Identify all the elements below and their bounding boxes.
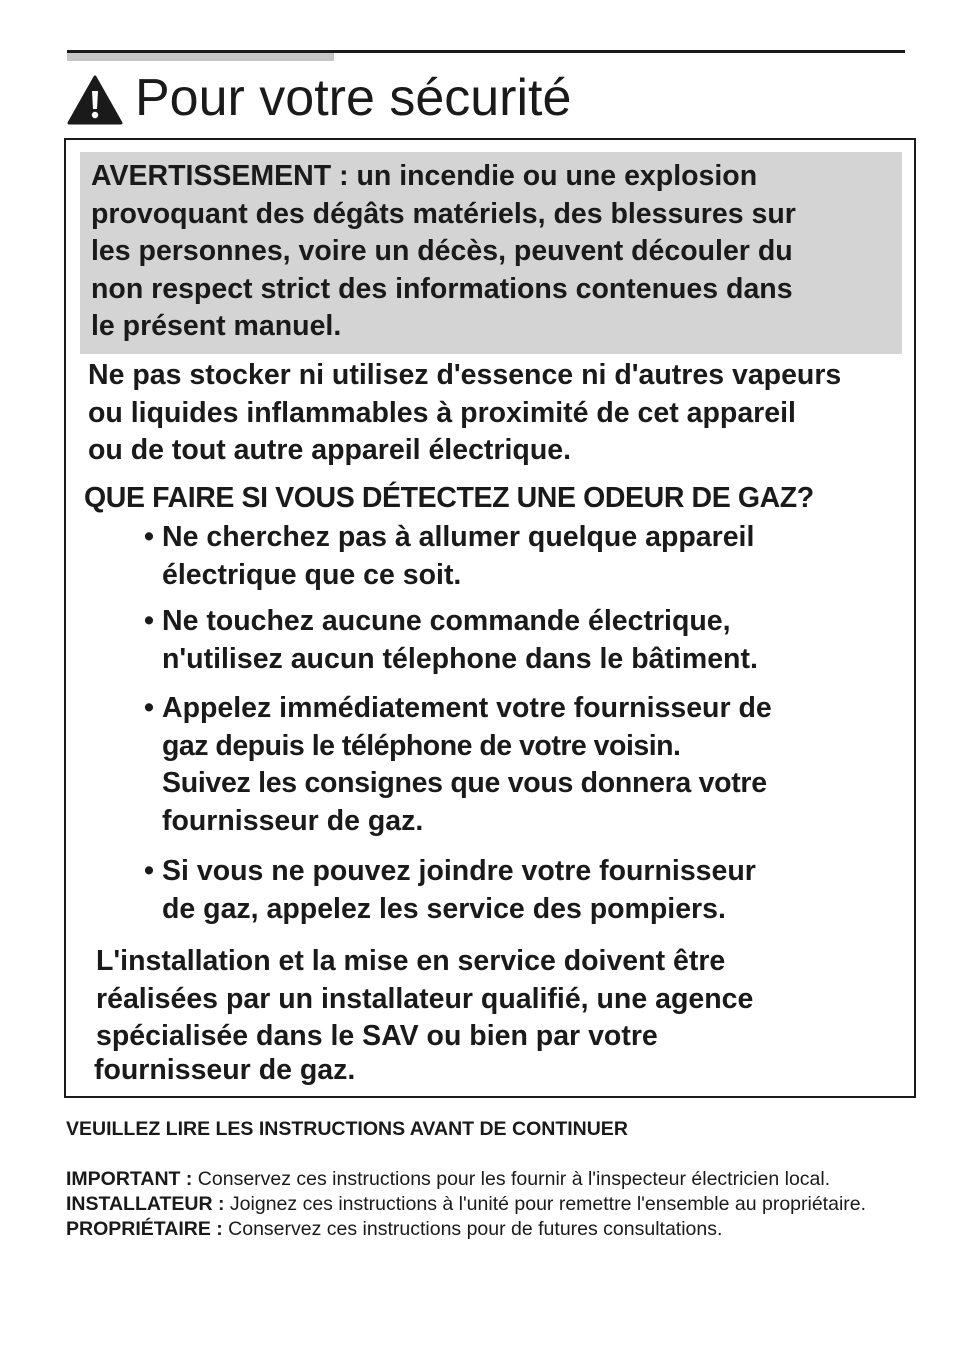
note-owner [66, 1217, 866, 1242]
warning-line: non respect strict des informations contenues dans [91, 272, 793, 305]
gas-question: QUE FAIRE SI VOUS DÉTECTEZ UNE ODEUR DE GAZ? [84, 482, 814, 514]
bullet-marker: • [144, 521, 154, 553]
note-installer [66, 1192, 866, 1217]
list-item [144, 603, 758, 678]
bullet-marker: • [144, 855, 154, 887]
bullet-line: Suivez les consignes que vous donnera votre [162, 767, 767, 799]
storage-line: Ne pas stocker ni utilisez d'essence ni d'autres vapeurs [88, 359, 842, 391]
bullet-line: fournisseur de gaz. [162, 804, 424, 837]
list-item [144, 519, 754, 594]
bullet-line: de gaz, appelez les service des pompiers. [162, 892, 726, 925]
warning-triangle-icon [67, 74, 123, 126]
warning-line: AVERTISSEMENT : un incendie ou une explosion [91, 160, 758, 192]
installation-line: spécialisée dans le SAV ou bien par votre [96, 1020, 658, 1052]
note-text: Conservez ces instructions pour les fournir à l'inspecteur électricien local. [192, 1168, 831, 1190]
list-item [144, 690, 772, 840]
bullet-line: Ne cherchez pas à allumer quelque appareil [162, 521, 755, 553]
list-item [144, 853, 756, 928]
bullet-line: électrique que ce soit. [162, 558, 462, 591]
warning-box [80, 152, 902, 354]
page-header [67, 66, 571, 130]
note-text: Joignez ces instructions à l'unité pour remettre l'ensemble au propriétaire. [224, 1193, 867, 1215]
bullet-line: n'utilisez aucun télephone dans le bâtiment. [162, 642, 758, 675]
header-accent-bar [67, 53, 334, 61]
warning-line: provoquant des dégâts matériels, des blessures sur [91, 197, 796, 230]
page-title: Pour votre sécurité [135, 69, 572, 127]
warning-line: les personnes, voire un décès, peuvent découler du [91, 235, 793, 267]
bullet-line: Appelez immédiatement votre fournisseur de [162, 692, 772, 724]
bullet-line: Ne touchez aucune commande électrique, [162, 605, 731, 637]
bullet-line: gaz depuis le téléphone de votre voisin. [162, 729, 681, 762]
storage-notice [88, 357, 841, 470]
gas-question-heading [84, 480, 814, 518]
note-text: Conservez ces instructions pour de futures consultations. [222, 1218, 723, 1240]
installation-notice [96, 943, 753, 1056]
note-label: IMPORTANT : [66, 1168, 193, 1190]
storage-line: ou de tout autre appareil électrique. [88, 434, 572, 466]
note-label: INSTALLATEUR : [66, 1193, 225, 1215]
installation-line: fournisseur de gaz. [94, 1054, 356, 1086]
installation-notice-end [94, 1052, 355, 1090]
storage-line: ou liquides inflammables à proximité de cet appareil [88, 396, 796, 429]
note-label: PROPRIÉTAIRE : [66, 1218, 223, 1240]
installation-line: réalisées par un installateur qualifié, une agence [96, 982, 754, 1015]
bullet-marker: • [144, 605, 154, 637]
read-instructions-heading: VEUILLEZ LIRE LES INSTRUCTIONS AVANT DE CONTINUER [66, 1118, 628, 1140]
warning-line: le présent manuel. [91, 310, 342, 342]
bullet-line: Si vous ne pouvez joindre votre fournisseur [162, 855, 756, 887]
installation-line: L'installation et la mise en service doivent être [96, 945, 726, 977]
note-important [66, 1167, 866, 1192]
bullet-marker: • [144, 692, 154, 724]
footer-notes [66, 1167, 866, 1242]
